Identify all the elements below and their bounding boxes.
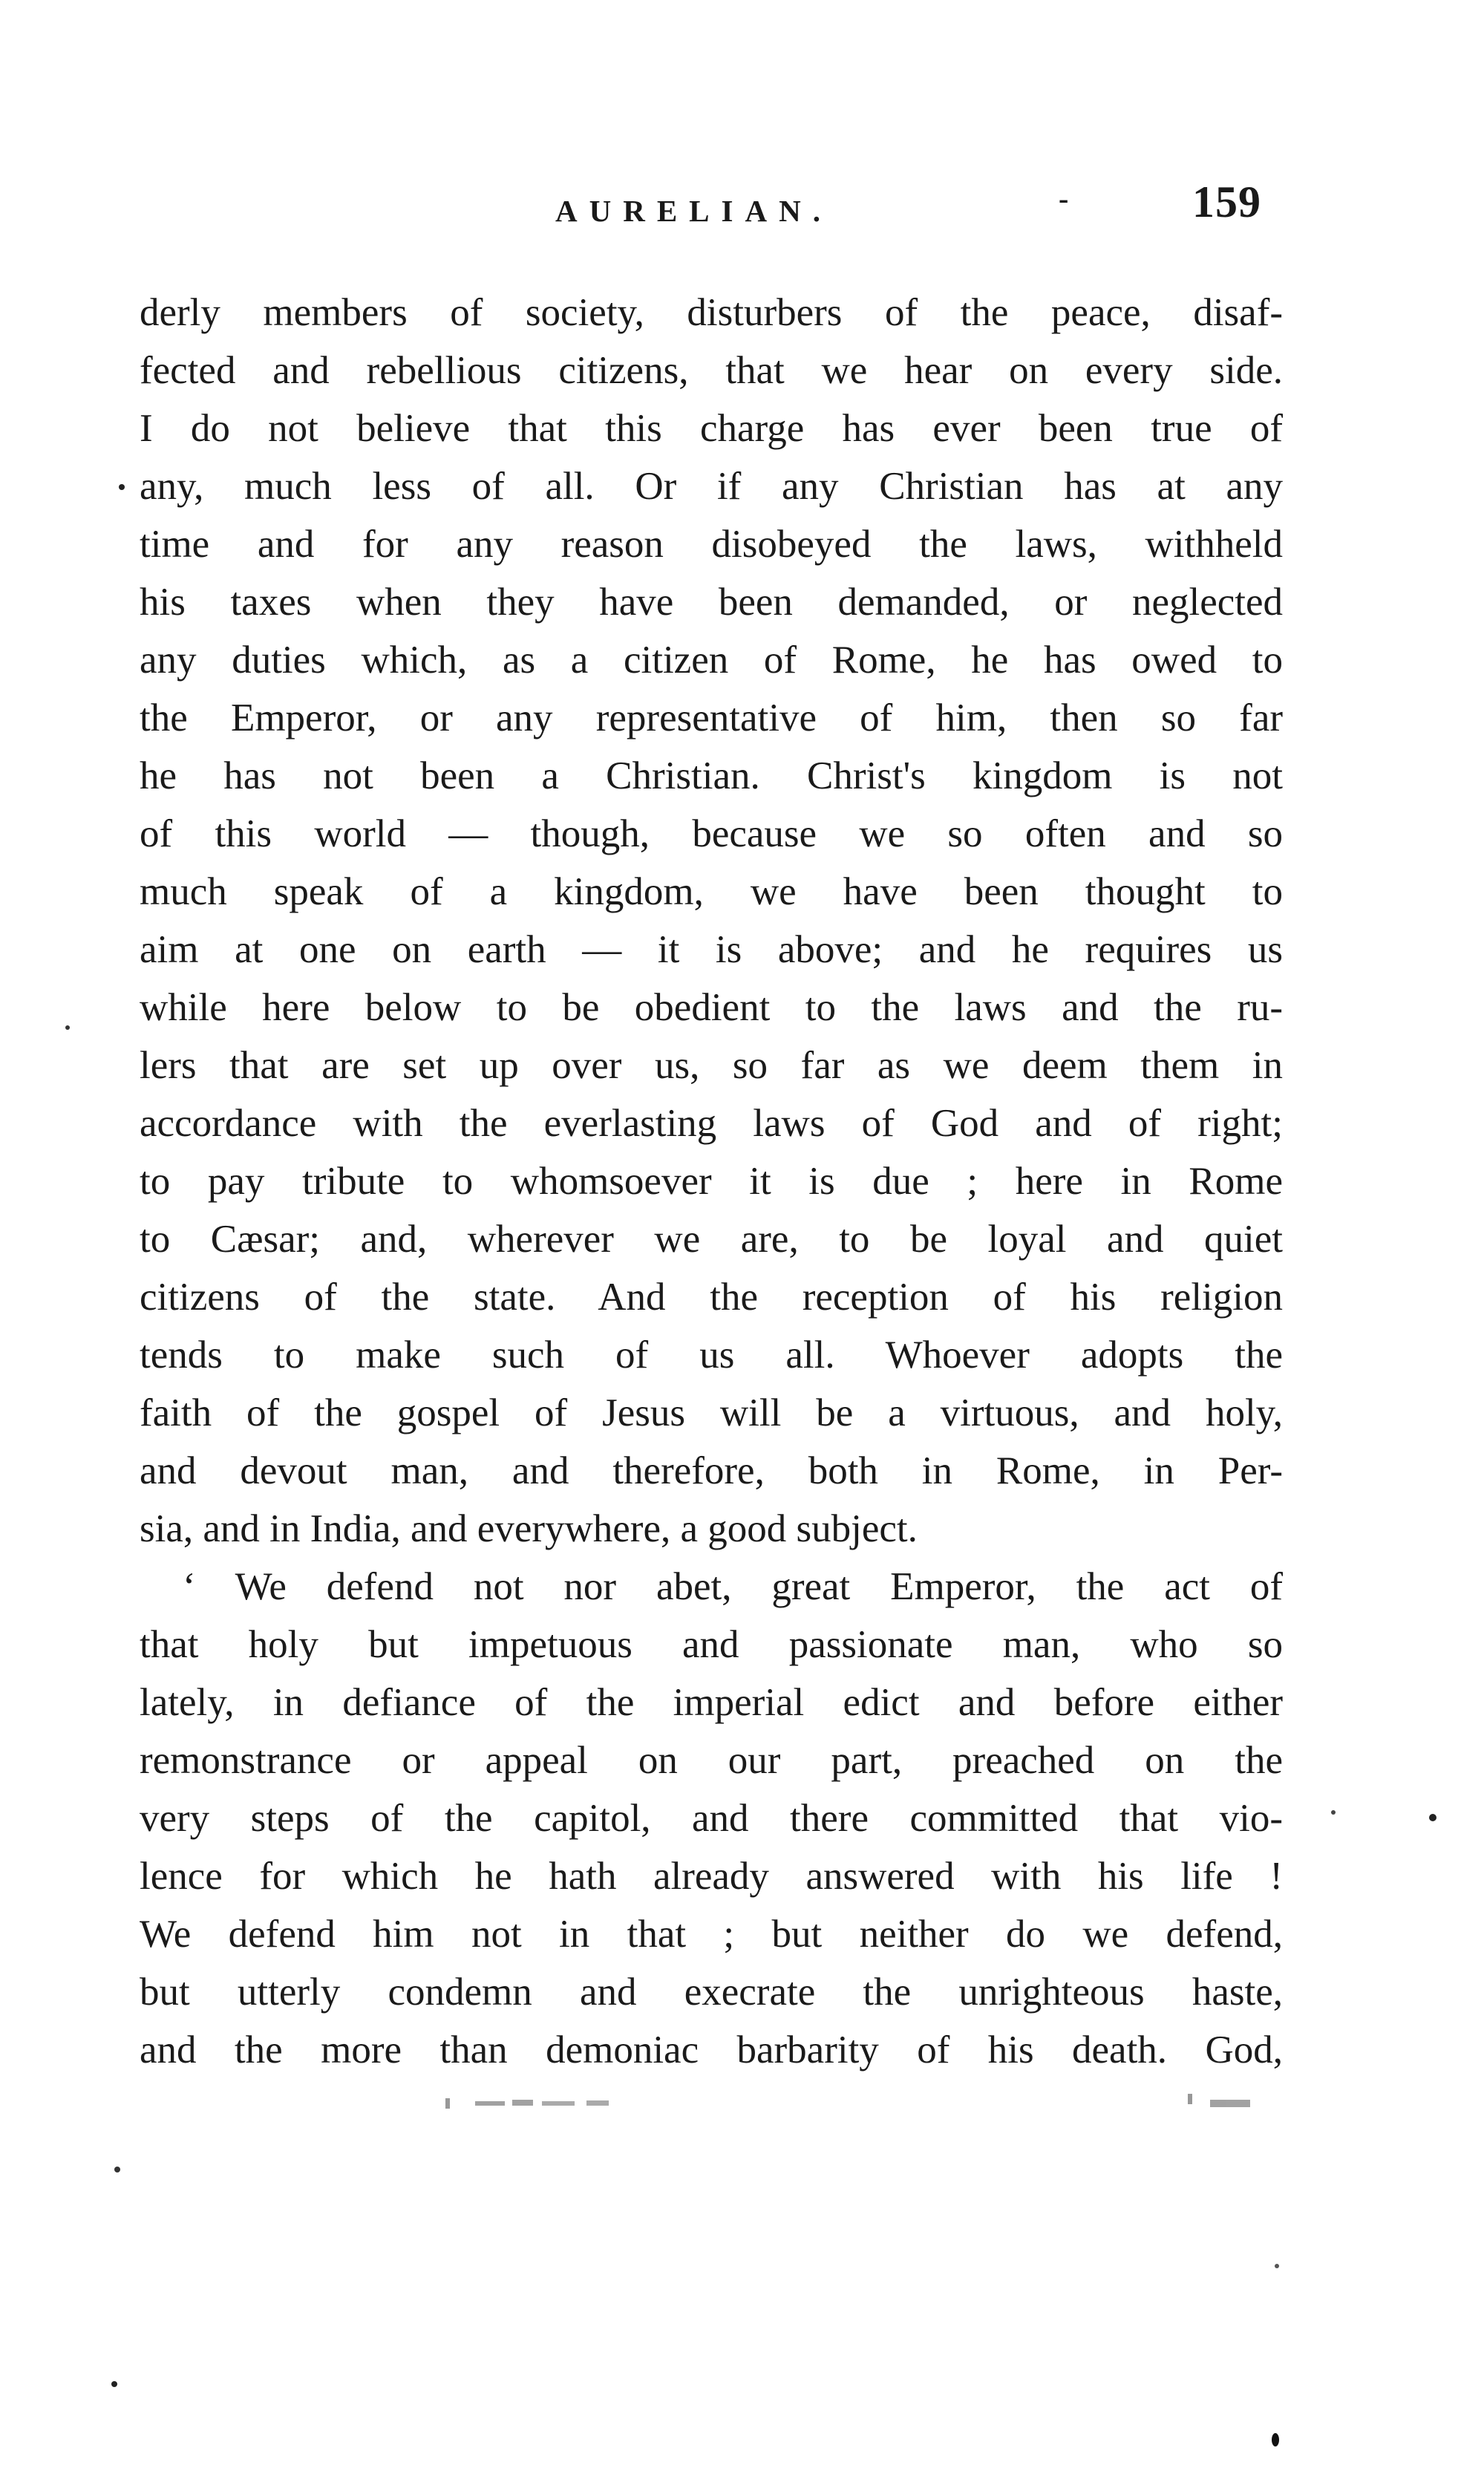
text-line: fected and rebellious citizens, that we hear on every side.	[140, 349, 1283, 392]
ink-speck	[119, 484, 125, 490]
ink-speck	[1275, 2264, 1279, 2268]
running-head-dash: -	[1059, 182, 1069, 215]
text-line: and the more than demoniac barbarity of his death. God,	[140, 2028, 1283, 2072]
text-line: his taxes when they have been demanded, or neglected	[140, 581, 1283, 624]
text-line: tends to make such of us all. Whoever adopts the	[140, 1333, 1283, 1377]
ink-speck	[1272, 2433, 1279, 2446]
page-number: 159	[1192, 177, 1261, 226]
text-line: any, much less of all. Or if any Christian has at any	[140, 465, 1283, 508]
running-head	[140, 177, 1283, 236]
text-line: that holy but impetuous and passionate man, who so	[140, 1623, 1283, 1666]
body-text	[140, 284, 1283, 2079]
text-line: the Emperor, or any representative of him, then so far	[140, 696, 1283, 740]
text-line: to Cæsar; and, wherever we are, to be loyal and quiet	[140, 1218, 1283, 1261]
text-line: of this world — though, because we so often and so	[140, 812, 1283, 855]
ink-speck	[111, 2381, 117, 2387]
text-line: I do not believe that this charge has ever been true of	[140, 407, 1283, 450]
text-line: lence for which he hath already answered with his life !	[140, 1855, 1283, 1898]
ink-speck	[65, 1025, 70, 1030]
ink-speck	[1331, 1810, 1336, 1815]
faded-signature-mark	[445, 2094, 1250, 2109]
text-line: to pay tribute to whomsoever it is due ; here in Rome	[140, 1160, 1283, 1203]
text-line: lers that are set up over us, so far as we deem them in	[140, 1044, 1283, 1087]
text-line: he has not been a Christian. Christ's kingdom is not	[140, 754, 1283, 797]
text-line: but utterly condemn and execrate the unrighteous haste,	[140, 1971, 1283, 2014]
text-line: any duties which, as a citizen of Rome, he has owed to	[140, 639, 1283, 682]
text-line: aim at one on earth — it is above; and he requires us	[140, 928, 1283, 971]
text-line: while here below to be obedient to the laws and the ru-	[140, 986, 1283, 1029]
text-line: lately, in defiance of the imperial edict and before either	[140, 1681, 1283, 1724]
text-line: much speak of a kingdom, we have been thought to	[140, 870, 1283, 913]
text-line: faith of the gospel of Jesus will be a virtuous, and holy,	[140, 1391, 1283, 1434]
text-line: time and for any reason disobeyed the laws, withheld	[140, 523, 1283, 566]
text-line: very steps of the capitol, and there committed that vio-	[140, 1797, 1283, 1840]
running-head-title: AURELIAN.	[555, 194, 832, 228]
text-line: remonstrance or appeal on our part, preached on the	[140, 1739, 1283, 1782]
paragraph-first-line: ‘ We defend not nor abet, great Emperor, the act of	[183, 1565, 1283, 1608]
text-line: accordance with the everlasting laws of God and of right;	[140, 1102, 1283, 1145]
ink-speck	[1429, 1814, 1436, 1821]
text-line: We defend him not in that ; but neither do we defend,	[140, 1913, 1283, 1956]
text-line: derly members of society, disturbers of the peace, disaf-	[140, 291, 1283, 334]
text-line: and devout man, and therefore, both in Rome, in Per-	[140, 1449, 1283, 1492]
paragraph-last-line: sia, and in India, and everywhere, a good subject.	[140, 1507, 918, 1550]
text-line: citizens of the state. And the reception of his religion	[140, 1276, 1283, 1319]
ink-speck	[114, 2167, 120, 2172]
